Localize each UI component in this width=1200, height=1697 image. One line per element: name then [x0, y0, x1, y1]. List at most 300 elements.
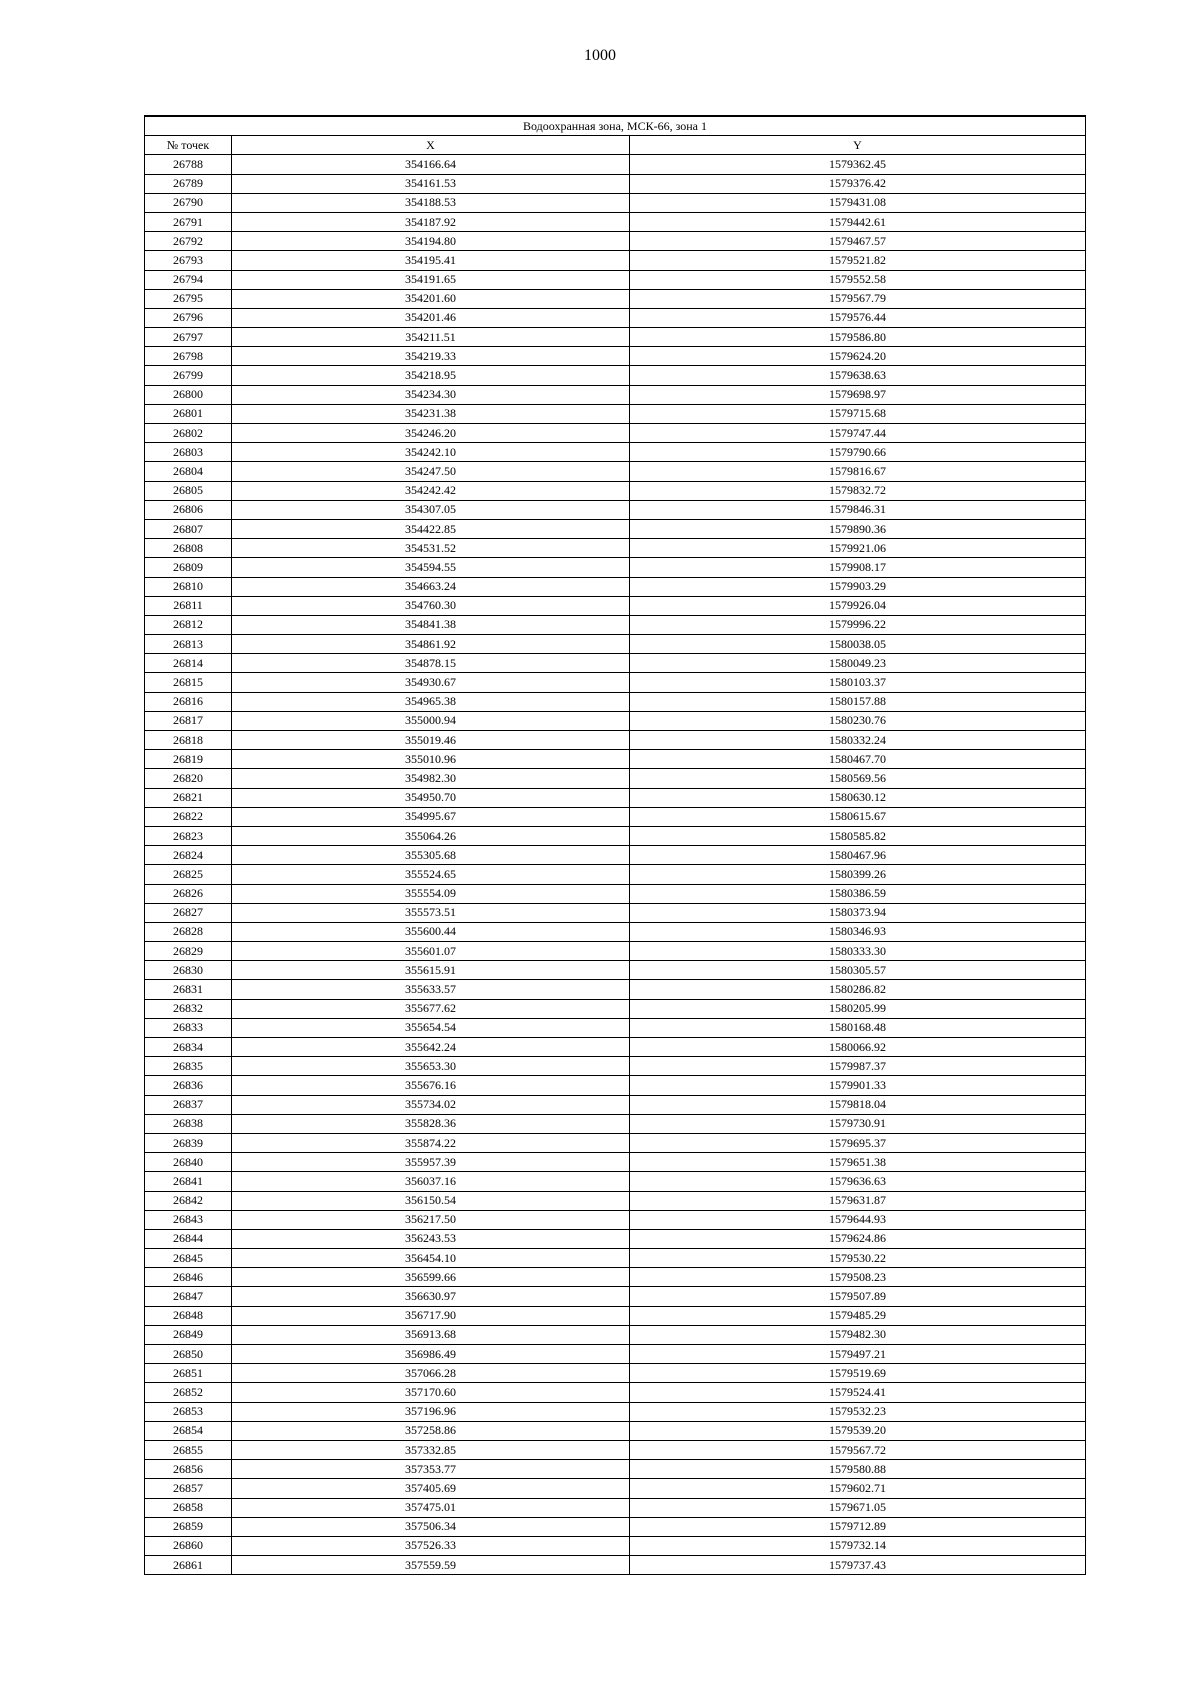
- point-number-cell: 26800: [145, 385, 232, 404]
- y-coordinate-cell: 1579651.38: [630, 1153, 1086, 1172]
- x-coordinate-cell: 357559.59: [232, 1556, 630, 1575]
- point-number-cell: 26824: [145, 846, 232, 865]
- y-coordinate-cell: 1580386.59: [630, 884, 1086, 903]
- y-coordinate-cell: 1580038.05: [630, 635, 1086, 654]
- y-coordinate-cell: 1579730.91: [630, 1114, 1086, 1133]
- point-number-cell: 26834: [145, 1038, 232, 1057]
- y-coordinate-cell: 1579497.21: [630, 1345, 1086, 1364]
- table-row: [145, 328, 1086, 347]
- x-coordinate-cell: 355600.44: [232, 922, 630, 941]
- point-number-cell: 26812: [145, 615, 232, 634]
- table-row: [145, 193, 1086, 212]
- point-number-cell: 26837: [145, 1095, 232, 1114]
- x-coordinate-cell: 355524.65: [232, 865, 630, 884]
- x-coordinate-cell: 354663.24: [232, 577, 630, 596]
- x-coordinate-cell: 355734.02: [232, 1095, 630, 1114]
- table-row: [145, 1249, 1086, 1268]
- point-number-cell: 26838: [145, 1114, 232, 1133]
- point-number-cell: 26852: [145, 1383, 232, 1402]
- y-coordinate-cell: 1579644.93: [630, 1210, 1086, 1229]
- x-coordinate-cell: 357475.01: [232, 1498, 630, 1517]
- point-number-cell: 26794: [145, 270, 232, 289]
- x-coordinate-cell: 354211.51: [232, 328, 630, 347]
- x-coordinate-cell: 357066.28: [232, 1364, 630, 1383]
- x-coordinate-cell: 354201.60: [232, 289, 630, 308]
- table-row: [145, 596, 1086, 615]
- x-coordinate-cell: 355305.68: [232, 846, 630, 865]
- y-coordinate-cell: 1580332.24: [630, 731, 1086, 750]
- table-header-row: [145, 136, 1086, 155]
- y-coordinate-cell: 1579508.23: [630, 1268, 1086, 1287]
- table-row: [145, 1095, 1086, 1114]
- point-number-cell: 26825: [145, 865, 232, 884]
- x-coordinate-cell: 357353.77: [232, 1460, 630, 1479]
- table-row: [145, 750, 1086, 769]
- table-row: [145, 1345, 1086, 1364]
- point-number-cell: 26797: [145, 328, 232, 347]
- x-coordinate-cell: 355957.39: [232, 1153, 630, 1172]
- x-coordinate-cell: 356243.53: [232, 1229, 630, 1248]
- y-coordinate-cell: 1579712.89: [630, 1517, 1086, 1536]
- table-row: [145, 635, 1086, 654]
- table-body: [145, 155, 1086, 1575]
- page-number: 1000: [584, 47, 616, 64]
- table-row: [145, 731, 1086, 750]
- y-coordinate-cell: 1579737.43: [630, 1556, 1086, 1575]
- x-coordinate-cell: 354246.20: [232, 424, 630, 443]
- x-coordinate-cell: 354188.53: [232, 193, 630, 212]
- point-number-cell: 26826: [145, 884, 232, 903]
- point-number-cell: 26814: [145, 654, 232, 673]
- table-row: [145, 519, 1086, 538]
- y-coordinate-cell: 1579485.29: [630, 1306, 1086, 1325]
- point-number-cell: 26804: [145, 462, 232, 481]
- x-coordinate-cell: 354231.38: [232, 404, 630, 423]
- x-coordinate-cell: 354161.53: [232, 174, 630, 193]
- y-coordinate-cell: 1580205.99: [630, 999, 1086, 1018]
- point-number-cell: 26847: [145, 1287, 232, 1306]
- point-number-cell: 26830: [145, 961, 232, 980]
- y-coordinate-cell: 1579507.89: [630, 1287, 1086, 1306]
- x-coordinate-cell: 354861.92: [232, 635, 630, 654]
- x-coordinate-cell: 354965.38: [232, 692, 630, 711]
- table-row: [145, 212, 1086, 231]
- point-number-cell: 26829: [145, 942, 232, 961]
- table-row: [145, 1325, 1086, 1344]
- table-row: [145, 481, 1086, 500]
- table-row: [145, 1057, 1086, 1076]
- y-coordinate-cell: 1580467.70: [630, 750, 1086, 769]
- point-number-cell: 26822: [145, 807, 232, 826]
- x-coordinate-cell: 357526.33: [232, 1536, 630, 1555]
- y-coordinate-cell: 1579580.88: [630, 1460, 1086, 1479]
- y-coordinate-cell: 1579846.31: [630, 500, 1086, 519]
- y-coordinate-cell: 1579638.63: [630, 366, 1086, 385]
- x-coordinate-cell: 356150.54: [232, 1191, 630, 1210]
- y-coordinate-cell: 1579530.22: [630, 1249, 1086, 1268]
- point-number-cell: 26832: [145, 999, 232, 1018]
- table-row: [145, 1038, 1086, 1057]
- table-row: [145, 903, 1086, 922]
- point-number-cell: 26842: [145, 1191, 232, 1210]
- point-number-cell: 26808: [145, 539, 232, 558]
- point-number-cell: 26823: [145, 826, 232, 845]
- y-coordinate-cell: 1580049.23: [630, 654, 1086, 673]
- x-coordinate-cell: 357170.60: [232, 1383, 630, 1402]
- table-row: [145, 443, 1086, 462]
- x-coordinate-cell: 354242.10: [232, 443, 630, 462]
- table-row: [145, 1018, 1086, 1037]
- x-coordinate-cell: 356217.50: [232, 1210, 630, 1229]
- point-number-cell: 26810: [145, 577, 232, 596]
- x-coordinate-cell: 354982.30: [232, 769, 630, 788]
- point-number-cell: 26798: [145, 347, 232, 366]
- point-number-cell: 26802: [145, 424, 232, 443]
- table-row: [145, 711, 1086, 730]
- table-row: [145, 1191, 1086, 1210]
- table-row: [145, 788, 1086, 807]
- point-number-cell: 26856: [145, 1460, 232, 1479]
- y-coordinate-cell: 1579818.04: [630, 1095, 1086, 1114]
- table-row: [145, 1498, 1086, 1517]
- table-row: [145, 1287, 1086, 1306]
- y-coordinate-cell: 1579519.69: [630, 1364, 1086, 1383]
- x-coordinate-cell: 355676.16: [232, 1076, 630, 1095]
- y-coordinate-cell: 1579816.67: [630, 462, 1086, 481]
- x-coordinate-cell: 354201.46: [232, 308, 630, 327]
- y-coordinate-cell: 1579482.30: [630, 1325, 1086, 1344]
- point-number-cell: 26818: [145, 731, 232, 750]
- x-coordinate-cell: 355000.94: [232, 711, 630, 730]
- point-number-cell: 26815: [145, 673, 232, 692]
- point-number-cell: 26836: [145, 1076, 232, 1095]
- y-coordinate-cell: 1579671.05: [630, 1498, 1086, 1517]
- x-coordinate-cell: 357506.34: [232, 1517, 630, 1536]
- x-coordinate-cell: 354195.41: [232, 251, 630, 270]
- x-coordinate-cell: 356913.68: [232, 1325, 630, 1344]
- table-row: [145, 846, 1086, 865]
- y-coordinate-cell: 1579631.87: [630, 1191, 1086, 1210]
- column-header-point-number: № точек: [145, 136, 232, 155]
- table-row: [145, 1402, 1086, 1421]
- y-coordinate-cell: 1579467.57: [630, 232, 1086, 251]
- table-row: [145, 1556, 1086, 1575]
- x-coordinate-cell: 354995.67: [232, 807, 630, 826]
- x-coordinate-cell: 354878.15: [232, 654, 630, 673]
- x-coordinate-cell: 354841.38: [232, 615, 630, 634]
- point-number-cell: 26844: [145, 1229, 232, 1248]
- y-coordinate-cell: 1579362.45: [630, 155, 1086, 174]
- x-coordinate-cell: 354307.05: [232, 500, 630, 519]
- x-coordinate-cell: 354950.70: [232, 788, 630, 807]
- point-number-cell: 26813: [145, 635, 232, 654]
- point-number-cell: 26793: [145, 251, 232, 270]
- point-number-cell: 26859: [145, 1517, 232, 1536]
- x-coordinate-cell: 354594.55: [232, 558, 630, 577]
- x-coordinate-cell: 354218.95: [232, 366, 630, 385]
- point-number-cell: 26850: [145, 1345, 232, 1364]
- y-coordinate-cell: 1579431.08: [630, 193, 1086, 212]
- point-number-cell: 26805: [145, 481, 232, 500]
- table-row: [145, 1306, 1086, 1325]
- table-row: [145, 404, 1086, 423]
- table-row: [145, 1383, 1086, 1402]
- x-coordinate-cell: 354234.30: [232, 385, 630, 404]
- x-coordinate-cell: 355019.46: [232, 731, 630, 750]
- point-number-cell: 26835: [145, 1057, 232, 1076]
- y-coordinate-cell: 1579715.68: [630, 404, 1086, 423]
- y-coordinate-cell: 1579903.29: [630, 577, 1086, 596]
- point-number-cell: 26841: [145, 1172, 232, 1191]
- point-number-cell: 26858: [145, 1498, 232, 1517]
- x-coordinate-cell: 355633.57: [232, 980, 630, 999]
- table-row: [145, 462, 1086, 481]
- y-coordinate-cell: 1580630.12: [630, 788, 1086, 807]
- x-coordinate-cell: 354531.52: [232, 539, 630, 558]
- point-number-cell: 26827: [145, 903, 232, 922]
- table-row: [145, 1479, 1086, 1498]
- y-coordinate-cell: 1579790.66: [630, 443, 1086, 462]
- table-row: [145, 769, 1086, 788]
- point-number-cell: 26833: [145, 1018, 232, 1037]
- table-row: [145, 174, 1086, 193]
- y-coordinate-cell: 1579376.42: [630, 174, 1086, 193]
- x-coordinate-cell: 355654.54: [232, 1018, 630, 1037]
- y-coordinate-cell: 1579552.58: [630, 270, 1086, 289]
- x-coordinate-cell: 354166.64: [232, 155, 630, 174]
- table-row: [145, 1076, 1086, 1095]
- table-row: [145, 1153, 1086, 1172]
- point-number-cell: 26803: [145, 443, 232, 462]
- table-row: [145, 424, 1086, 443]
- coordinates-table: [144, 115, 1086, 1575]
- point-number-cell: 26831: [145, 980, 232, 999]
- table-row: [145, 577, 1086, 596]
- y-coordinate-cell: 1580399.26: [630, 865, 1086, 884]
- table-row: [145, 1460, 1086, 1479]
- x-coordinate-cell: 354760.30: [232, 596, 630, 615]
- y-coordinate-cell: 1580103.37: [630, 673, 1086, 692]
- y-coordinate-cell: 1579636.63: [630, 1172, 1086, 1191]
- table-title-row: [145, 116, 1086, 136]
- y-coordinate-cell: 1579832.72: [630, 481, 1086, 500]
- y-coordinate-cell: 1580168.48: [630, 1018, 1086, 1037]
- table-row: [145, 922, 1086, 941]
- point-number-cell: 26790: [145, 193, 232, 212]
- x-coordinate-cell: 354930.67: [232, 673, 630, 692]
- table-row: [145, 615, 1086, 634]
- table-row: [145, 232, 1086, 251]
- table-row: [145, 865, 1086, 884]
- x-coordinate-cell: 355601.07: [232, 942, 630, 961]
- table-row: [145, 807, 1086, 826]
- x-coordinate-cell: 355554.09: [232, 884, 630, 903]
- x-coordinate-cell: 356986.49: [232, 1345, 630, 1364]
- y-coordinate-cell: 1580585.82: [630, 826, 1086, 845]
- table-row: [145, 558, 1086, 577]
- x-coordinate-cell: 355677.62: [232, 999, 630, 1018]
- x-coordinate-cell: 354422.85: [232, 519, 630, 538]
- x-coordinate-cell: 355828.36: [232, 1114, 630, 1133]
- y-coordinate-cell: 1579695.37: [630, 1133, 1086, 1152]
- y-coordinate-cell: 1579624.86: [630, 1229, 1086, 1248]
- x-coordinate-cell: 355064.26: [232, 826, 630, 845]
- table-row: [145, 1210, 1086, 1229]
- y-coordinate-cell: 1579921.06: [630, 539, 1086, 558]
- x-coordinate-cell: 354194.80: [232, 232, 630, 251]
- table-title: Водоохранная зона, МСК-66, зона 1: [145, 116, 1086, 136]
- table-row: [145, 1268, 1086, 1287]
- y-coordinate-cell: 1579908.17: [630, 558, 1086, 577]
- y-coordinate-cell: 1580066.92: [630, 1038, 1086, 1057]
- x-coordinate-cell: 354219.33: [232, 347, 630, 366]
- point-number-cell: 26845: [145, 1249, 232, 1268]
- point-number-cell: 26817: [145, 711, 232, 730]
- point-number-cell: 26789: [145, 174, 232, 193]
- y-coordinate-cell: 1579576.44: [630, 308, 1086, 327]
- table-row: [145, 347, 1086, 366]
- y-coordinate-cell: 1580615.67: [630, 807, 1086, 826]
- point-number-cell: 26846: [145, 1268, 232, 1287]
- point-number-cell: 26828: [145, 922, 232, 941]
- y-coordinate-cell: 1580467.96: [630, 846, 1086, 865]
- y-coordinate-cell: 1579624.20: [630, 347, 1086, 366]
- point-number-cell: 26849: [145, 1325, 232, 1344]
- x-coordinate-cell: 356037.16: [232, 1172, 630, 1191]
- x-coordinate-cell: 355010.96: [232, 750, 630, 769]
- table-row: [145, 654, 1086, 673]
- x-coordinate-cell: 355615.91: [232, 961, 630, 980]
- y-coordinate-cell: 1579698.97: [630, 385, 1086, 404]
- y-coordinate-cell: 1580305.57: [630, 961, 1086, 980]
- table-row: [145, 884, 1086, 903]
- x-coordinate-cell: 354242.42: [232, 481, 630, 500]
- table-row: [145, 539, 1086, 558]
- y-coordinate-cell: 1579747.44: [630, 424, 1086, 443]
- table-row: [145, 270, 1086, 289]
- point-number-cell: 26820: [145, 769, 232, 788]
- y-coordinate-cell: 1580230.76: [630, 711, 1086, 730]
- x-coordinate-cell: 356599.66: [232, 1268, 630, 1287]
- y-coordinate-cell: 1579926.04: [630, 596, 1086, 615]
- point-number-cell: 26819: [145, 750, 232, 769]
- x-coordinate-cell: 356717.90: [232, 1306, 630, 1325]
- point-number-cell: 26799: [145, 366, 232, 385]
- table-row: [145, 1421, 1086, 1440]
- table-row: [145, 1172, 1086, 1191]
- table-row: [145, 692, 1086, 711]
- column-header-y: Y: [630, 136, 1086, 155]
- y-coordinate-cell: 1579567.72: [630, 1440, 1086, 1459]
- point-number-cell: 26840: [145, 1153, 232, 1172]
- y-coordinate-cell: 1580333.30: [630, 942, 1086, 961]
- y-coordinate-cell: 1580157.88: [630, 692, 1086, 711]
- table-row: [145, 308, 1086, 327]
- y-coordinate-cell: 1579521.82: [630, 251, 1086, 270]
- y-coordinate-cell: 1580569.56: [630, 769, 1086, 788]
- table-row: [145, 251, 1086, 270]
- x-coordinate-cell: 356630.97: [232, 1287, 630, 1306]
- y-coordinate-cell: 1580286.82: [630, 980, 1086, 999]
- x-coordinate-cell: 357258.86: [232, 1421, 630, 1440]
- point-number-cell: 26855: [145, 1440, 232, 1459]
- y-coordinate-cell: 1579732.14: [630, 1536, 1086, 1555]
- x-coordinate-cell: 357332.85: [232, 1440, 630, 1459]
- table-row: [145, 1229, 1086, 1248]
- point-number-cell: 26821: [145, 788, 232, 807]
- y-coordinate-cell: 1579532.23: [630, 1402, 1086, 1421]
- point-number-cell: 26796: [145, 308, 232, 327]
- x-coordinate-cell: 355874.22: [232, 1133, 630, 1152]
- table-row: [145, 942, 1086, 961]
- x-coordinate-cell: 355573.51: [232, 903, 630, 922]
- column-header-x: X: [232, 136, 630, 155]
- table-row: [145, 961, 1086, 980]
- table-row: [145, 1364, 1086, 1383]
- point-number-cell: 26816: [145, 692, 232, 711]
- point-number-cell: 26791: [145, 212, 232, 231]
- y-coordinate-cell: 1579442.61: [630, 212, 1086, 231]
- y-coordinate-cell: 1580373.94: [630, 903, 1086, 922]
- table-row: [145, 1536, 1086, 1555]
- x-coordinate-cell: 356454.10: [232, 1249, 630, 1268]
- table-row: [145, 673, 1086, 692]
- point-number-cell: 26809: [145, 558, 232, 577]
- point-number-cell: 26843: [145, 1210, 232, 1229]
- y-coordinate-cell: 1579567.79: [630, 289, 1086, 308]
- point-number-cell: 26807: [145, 519, 232, 538]
- table-row: [145, 980, 1086, 999]
- y-coordinate-cell: 1579602.71: [630, 1479, 1086, 1498]
- table-row: [145, 155, 1086, 174]
- point-number-cell: 26811: [145, 596, 232, 615]
- y-coordinate-cell: 1579586.80: [630, 328, 1086, 347]
- y-coordinate-cell: 1579539.20: [630, 1421, 1086, 1440]
- x-coordinate-cell: 354191.65: [232, 270, 630, 289]
- x-coordinate-cell: 357196.96: [232, 1402, 630, 1421]
- table-row: [145, 1114, 1086, 1133]
- point-number-cell: 26861: [145, 1556, 232, 1575]
- table-row: [145, 385, 1086, 404]
- point-number-cell: 26801: [145, 404, 232, 423]
- y-coordinate-cell: 1579996.22: [630, 615, 1086, 634]
- x-coordinate-cell: 354187.92: [232, 212, 630, 231]
- table-row: [145, 289, 1086, 308]
- x-coordinate-cell: 357405.69: [232, 1479, 630, 1498]
- table-row: [145, 1133, 1086, 1152]
- point-number-cell: 26857: [145, 1479, 232, 1498]
- point-number-cell: 26853: [145, 1402, 232, 1421]
- point-number-cell: 26839: [145, 1133, 232, 1152]
- table-row: [145, 1517, 1086, 1536]
- x-coordinate-cell: 354247.50: [232, 462, 630, 481]
- point-number-cell: 26795: [145, 289, 232, 308]
- table-row: [145, 1440, 1086, 1459]
- point-number-cell: 26860: [145, 1536, 232, 1555]
- point-number-cell: 26851: [145, 1364, 232, 1383]
- point-number-cell: 26792: [145, 232, 232, 251]
- table-row: [145, 999, 1086, 1018]
- x-coordinate-cell: 355642.24: [232, 1038, 630, 1057]
- table-row: [145, 500, 1086, 519]
- table-row: [145, 366, 1086, 385]
- point-number-cell: 26788: [145, 155, 232, 174]
- y-coordinate-cell: 1579987.37: [630, 1057, 1086, 1076]
- x-coordinate-cell: 355653.30: [232, 1057, 630, 1076]
- point-number-cell: 26848: [145, 1306, 232, 1325]
- point-number-cell: 26854: [145, 1421, 232, 1440]
- y-coordinate-cell: 1580346.93: [630, 922, 1086, 941]
